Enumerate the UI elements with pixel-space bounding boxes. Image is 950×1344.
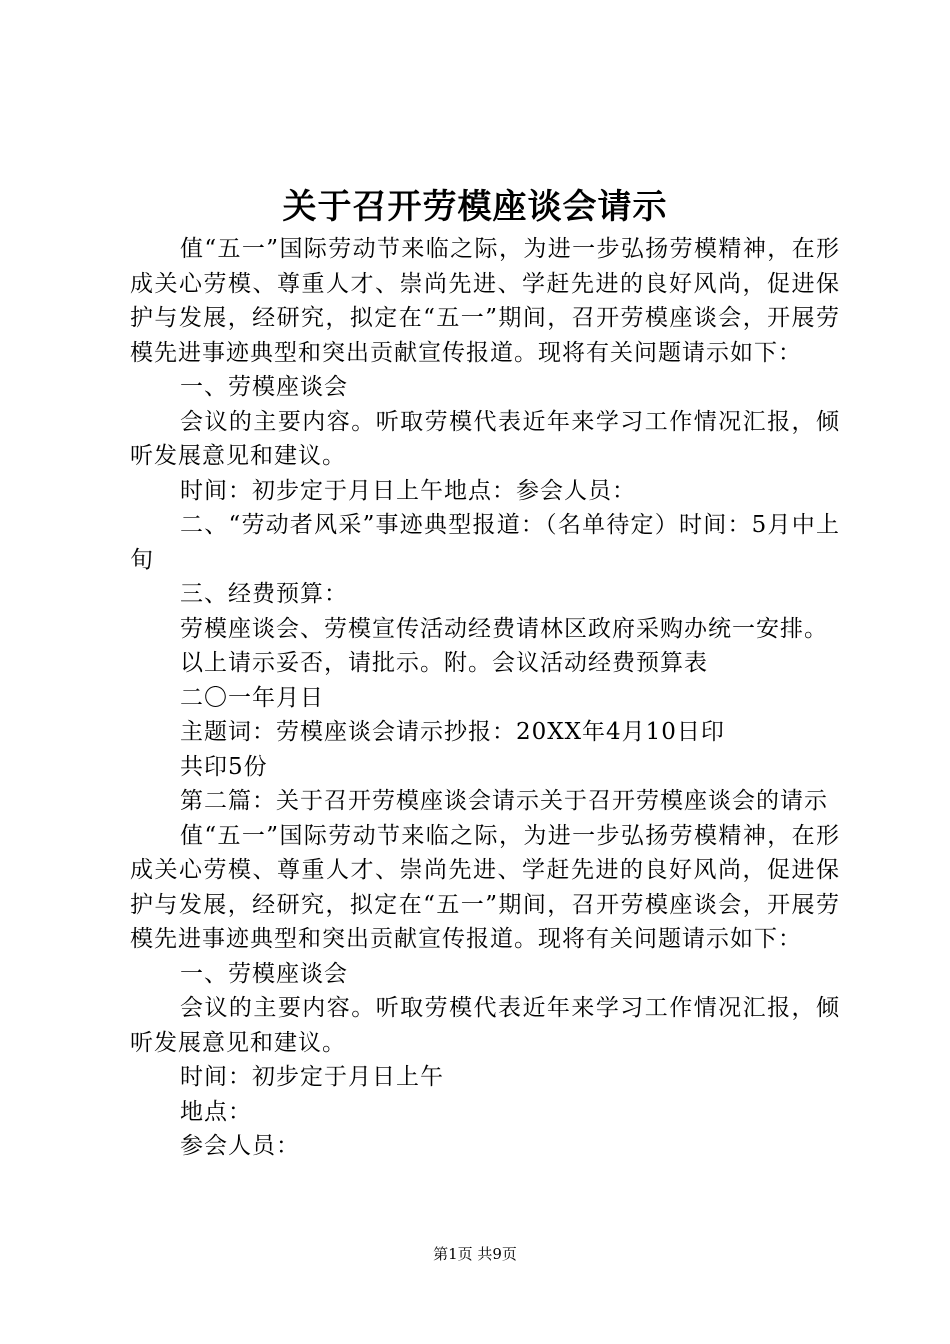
copies-line: 共印5份 — [180, 753, 268, 780]
part-two-heading: 第二篇：关于召开劳模座谈会请示关于召开劳模座谈会的请示 — [180, 788, 828, 814]
section-heading: 一、劳模座谈会 — [180, 960, 348, 987]
paragraph: 劳模座谈会、劳模宣传活动经费请林区政府采购办统一安排。 — [180, 615, 828, 642]
paragraph: 地点： — [180, 1098, 252, 1125]
page-number-footer: 第1页 共9页 — [433, 1245, 517, 1263]
document-title: 关于召开劳模座谈会请示 — [282, 187, 668, 227]
section-heading: 三、经费预算： — [180, 581, 348, 607]
paragraph: 时间：初步定于月日上午 — [180, 1064, 444, 1090]
paragraph: 以上请示妥否，请批示。附。会议活动经费预算表 — [180, 650, 708, 676]
paragraph: 参会人员： — [180, 1133, 300, 1159]
paragraph: 值“五一”国际劳动节来临之际，为进一步弘扬劳模精神，在形成关心劳模、尊重人才、崇尚先进、学赶先进的良好风尚，促进保护与发展，经研究，拟定在“五一”期间，召开劳模座谈会，开展劳模先进事迹典型和突出贡献宣传报道。现将有关问题请示如下： — [130, 822, 840, 952]
paragraph: 会议的主要内容。听取劳模代表近年来学习工作情况汇报，倾听发展意见和建议。 — [130, 408, 840, 469]
paragraph: 会议的主要内容。听取劳模代表近年来学习工作情况汇报，倾听发展意见和建议。 — [130, 995, 840, 1056]
subject-line: 主题词：劳模座谈会请示抄报：20XX年4月10日印 — [180, 719, 725, 745]
paragraph: 值“五一”国际劳动节来临之际，为进一步弘扬劳模精神，在形成关心劳模、尊重人才、崇尚先进、学赶先进的良好风尚，促进保护与发展，经研究，拟定在“五一”期间，召开劳模座谈会，开展劳模先进事迹典型和突出贡献宣传报道。现将有关问题请示如下： — [130, 236, 840, 366]
document-body — [130, 232, 840, 1164]
date-line: 二〇一年月日 — [180, 684, 324, 711]
paragraph: 二、“劳动者风采”事迹典型报道：（名单待定）时间：5月中上旬 — [130, 512, 840, 573]
paragraph: 时间：初步定于月日上午地点：参会人员： — [180, 477, 636, 504]
section-heading: 一、劳模座谈会 — [180, 374, 348, 400]
